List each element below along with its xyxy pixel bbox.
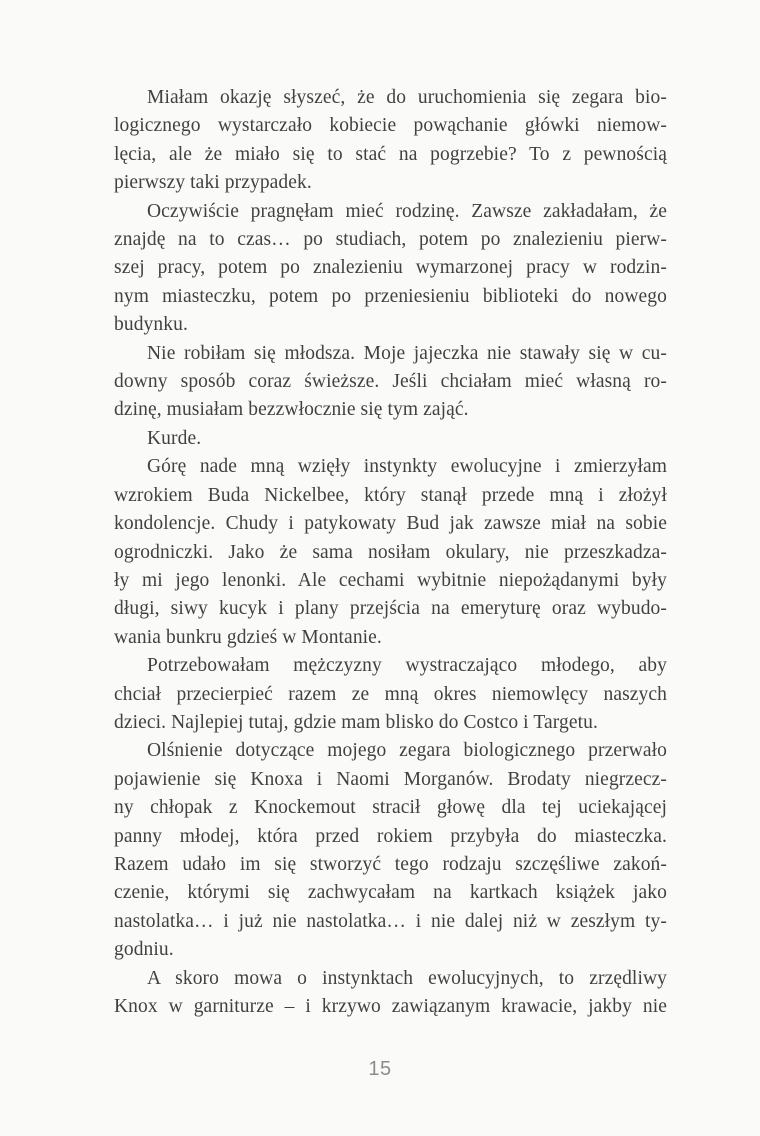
text-line: znajdę na to czas… po studiach, potem po znalezieniu pierw-	[114, 229, 667, 251]
text-line: panny młodej, która przed rokiem przybyła do miasteczka.	[114, 825, 667, 847]
text-line: pojawienie się Knoxa i Naomi Morganów. Brodaty niegrzecz-	[114, 768, 667, 790]
text-line: Nie robiłam się młodsza. Moje jajeczka nie stawały się w cu-	[147, 342, 667, 364]
text-line: dzinę, musiałam bezzwłocznie się tym zająć.	[114, 399, 469, 421]
text-line: nastolatka… i już nie nastolatka… i nie dalej niż w zeszłym ty-	[114, 910, 667, 932]
text-line: ny chłopak z Knockemout stracił głowę dla tej uciekającej	[114, 797, 667, 819]
page-number: 15	[368, 1058, 392, 1080]
text-line: czenie, którymi się zachwycałam na kartkach książek jako	[114, 882, 667, 904]
text-line: budynku.	[114, 314, 188, 336]
text-line: Kurde.	[147, 427, 202, 449]
text-line: kondolencje. Chudy i patykowaty Bud jak zawsze miał na sobie	[114, 513, 667, 535]
text-line: chciał przecierpieć razem ze mną okres niemowlęcy naszych	[114, 683, 667, 705]
text-line: Razem udało im się stworzyć tego rodzaju szczęśliwe zakoń-	[114, 853, 667, 875]
text-line: Olśnienie dotyczące mojego zegara biologicznego przerwało	[147, 740, 667, 762]
text-line: wania bunkru gdzieś w Montanie.	[114, 626, 382, 648]
text-line: godniu.	[114, 939, 174, 961]
text-line: długi, siwy kucyk i plany przejścia na emeryturę oraz wybudo-	[114, 598, 667, 620]
text-line: Potrzebowałam mężczyzny wystraczająco młodego, aby	[147, 655, 667, 677]
text-line: Górę nade mną wzięły instynkty ewolucyjne i zmierzyłam	[147, 456, 667, 478]
text-line: Knox w garniturze – i krzywo zawiązanym krawacie, jakby nie	[114, 996, 667, 1017]
text-line: ły mi jego lenonki. Ale cechami wybitnie niepożądanymi były	[114, 569, 667, 591]
text-line: szej pracy, potem po znalezieniu wymarzonej pracy w rodzin-	[114, 257, 667, 279]
text-line: A skoro mowa o instynktach ewolucyjnych, to zrzędliwy	[147, 967, 667, 989]
text-line: logicznego wystarczało kobiecie powąchanie główki niemow-	[114, 115, 667, 137]
text-line: Miałam okazję słyszeć, że do uruchomienia się zegara bio-	[147, 87, 667, 108]
text-line: downy sposób coraz świeższe. Jeśli chciałam mieć własną ro-	[114, 371, 667, 393]
text-line: Oczywiście pragnęłam mieć rodzinę. Zawsze zakładałam, że	[147, 200, 667, 222]
text-line: nym miasteczku, potem po przeniesieniu biblioteki do nowego	[114, 285, 667, 307]
text-line: pierwszy taki przypadek.	[114, 172, 312, 194]
text-line: wzrokiem Buda Nickelbee, który stanął przede mną i złożył	[114, 484, 667, 506]
text-block	[114, 84, 667, 1021]
text-line: dzieci. Najlepiej tutaj, gdzie mam blisko do Costco i Targetu.	[114, 711, 598, 733]
text-line: lęcia, ale że miało się to stać na pogrzebie? To z pewnością	[114, 143, 667, 165]
text-line: ogrodniczki. Jako że sama nosiłam okulary, nie przeszkadza-	[114, 541, 667, 563]
